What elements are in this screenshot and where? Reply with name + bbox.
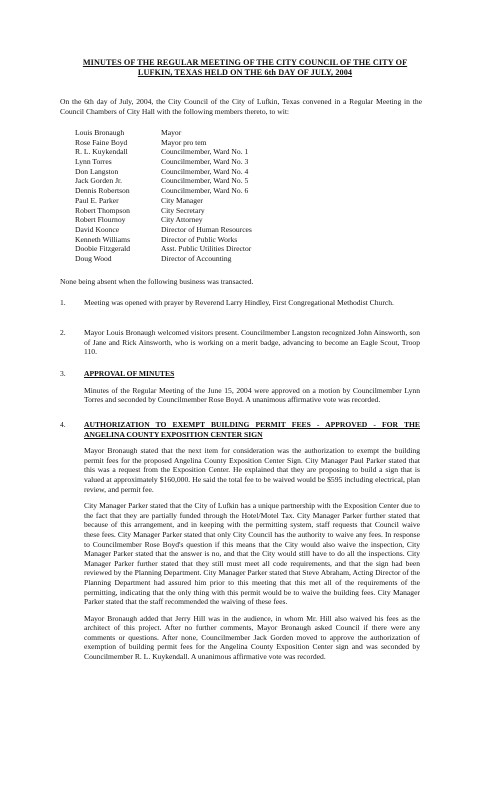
item-number: 4. <box>60 420 66 429</box>
agenda-item-2 <box>60 328 420 357</box>
member-title: Director of Public Works <box>161 234 238 244</box>
page-title <box>70 58 420 78</box>
member-title: Mayor <box>161 128 182 137</box>
intro-paragraph: On the 6th day of July, 2004, the City Council of the City of Lufkin, Texas convened in a Regular Meeting in the Council Chambers of City Hall with the following members thereto, to wit: <box>60 97 422 116</box>
member-name: Robert Thompson <box>75 205 130 215</box>
roster-row <box>75 254 252 264</box>
roster-row <box>75 244 252 254</box>
member-name: Kenneth Williams <box>75 234 131 244</box>
roster-row <box>75 128 252 138</box>
member-name: Rose Faine Boyd <box>75 137 128 147</box>
member-name: Doobie Fitzgerald <box>75 244 131 254</box>
member-name: Jack Gorden Jr. <box>75 176 123 186</box>
roster-row <box>75 176 252 186</box>
member-title: Director of Human Resources <box>161 224 252 234</box>
member-title: Mayor pro tem <box>161 137 207 147</box>
agenda-item-1 <box>60 298 420 308</box>
item-heading: APPROVAL OF MINUTES <box>84 369 175 378</box>
roster-row <box>75 157 252 167</box>
member-title: City Secretary <box>161 205 205 215</box>
title-line-2: LUFKIN, TEXAS HELD ON THE 6th DAY OF JULY, 2004 <box>137 68 353 77</box>
member-title: City Manager <box>161 195 203 205</box>
roster-row <box>75 147 252 157</box>
roster-row <box>75 206 252 216</box>
absent-line: None being absent when the following business was transacted. <box>60 277 254 286</box>
roster-row <box>75 225 252 235</box>
item-paragraph: City Manager Parker stated that the City of Lufkin has a unique partnership with the Exposition Center due to the fact that they are partially funded through the Hotel/Motel Tax. City Manager Parker further stated that because of this arrangement, and in keeping with the permitting system, staff requests that Council waive these fees. City Manager Parker stated that only City Council has the authority to waive any fees. In response to Councilmember Rose Boyd's question if this means that the City would also waive the inspection, City Manager Parker stated that the answer is no, and that the City would still have to do all the inspections. City Manager Parker further stated that they still must meet all code requirements, and that the sign had been reviewed by the Planning Department. City Manager Parker stated that Steve Abraham, Acting Director of the Planning Department had assured him prior to this meeting that this met all of the requirements of the permitting, indicating that the only thing with this permit would be to waive the building fees. City Manager Parker stated that the staff recommended the waiving of these fees. <box>84 501 420 607</box>
roster-row <box>75 167 252 177</box>
member-name: Robert Flournoy <box>75 215 126 225</box>
member-title: Director of Accounting <box>161 253 232 263</box>
item-number: 1. <box>60 298 66 307</box>
item-heading: AUTHORIZATION TO EXEMPT BUILDING PERMIT FEES - APPROVED - FOR THE ANGELINA COUNTY EXPOSITION CENTER SIGN <box>84 420 420 439</box>
item-paragraph: Mayor Bronaugh added that Jerry Hill was in the audience, in whom Mr. Hill also waived his fees as the architect of this project. After no further comments, Mayor Bronaugh asked Council if there were any comments or questions. After none, Councilmember Jack Gorden moved to approve the authorization of exemption of building permit fees for the Angelina County Exposition Center sign and was seconded by Councilmember R. L. Kuykendall. A unanimous affirmative vote was recorded. <box>84 613 420 662</box>
roster-row <box>75 235 252 245</box>
member-name: R. L. Kuykendall <box>75 147 128 157</box>
member-name: Doug Wood <box>75 253 112 263</box>
member-name: Louis Bronaugh <box>75 128 125 137</box>
roster-row <box>75 196 252 206</box>
item-text: Meeting was opened with prayer by Reverend Larry Hindley, First Congregational Methodist Church. <box>84 298 394 307</box>
member-title: Councilmember, Ward No. 6 <box>161 186 249 196</box>
member-title: Councilmember, Ward No. 5 <box>161 176 249 186</box>
member-title: Councilmember, Ward No. 1 <box>161 147 249 157</box>
item-paragraph: Mayor Bronaugh stated that the next item for consideration was the authorization to exempt the building permit fees for the proposed Angelina County Exposition Center Sign. City Manager Paul Parker stated that this was a request from the Exposition Center. He explained that they are proposing to build a sign that is valued at approximately $160,000. He said the total fee to be waived would be $595 including electrical, plan review, and permit fee. <box>84 446 420 494</box>
agenda-item-3 <box>60 369 420 405</box>
roster-row <box>75 186 252 196</box>
title-line-1: MINUTES OF THE REGULAR MEETING OF THE CITY COUNCIL OF THE CITY OF <box>82 58 408 67</box>
member-name: David Koonce <box>75 224 120 234</box>
roster-row <box>75 215 252 225</box>
roster-row <box>75 138 252 148</box>
item-text: Mayor Louis Bronaugh welcomed visitors present. Councilmember Langston recognized John Ainsworth, son of Jane and Rick Ainsworth, who is working on a merit badge, advancing to become an Eagle Scout, Troop 110. <box>84 328 420 357</box>
attendance-roster <box>75 128 252 264</box>
member-title: Councilmember, Ward No. 4 <box>161 166 249 176</box>
member-title: Councilmember, Ward No. 3 <box>161 157 249 167</box>
item-number: 3. <box>60 369 66 378</box>
agenda-item-4 <box>60 420 420 662</box>
item-text: Minutes of the Regular Meeting of the June 15, 2004 were approved on a motion by Councilmember Lynn Torres and seconded by Councilmember Rose Boyd. A unanimous affirmative vote was recorded. <box>84 385 420 405</box>
member-name: Lynn Torres <box>75 157 112 167</box>
member-title: Asst. Public Utilities Director <box>161 244 252 254</box>
member-title: City Attorney <box>161 215 203 225</box>
member-name: Paul E. Parker <box>75 195 119 205</box>
member-name: Don Langston <box>75 166 119 176</box>
item-number: 2. <box>60 328 66 337</box>
member-name: Dennis Robertson <box>75 186 130 196</box>
